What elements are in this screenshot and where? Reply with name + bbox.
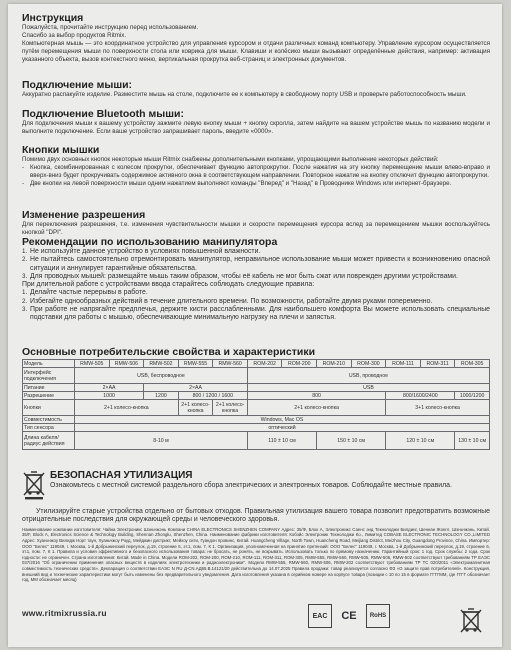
section-disposal-2	[22, 508, 490, 583]
heading-bluetooth: Подключение Bluetooth мыши:	[22, 108, 184, 120]
table-row: Длина кабеля/ радиус действия 8-10 м 110 ± 10 см 150 ± 10 см 120 ± 10 см 130 ± 10 см	[23, 432, 490, 450]
table-row: Кнопки 2+1 колесо-кнопка 2+1 колесо-кнопка 2+1 колесо-кнопка 2+1 колесо-кнопка 3+1 колесо-кнопка	[23, 400, 490, 416]
section-disposal	[50, 470, 490, 490]
text-legal: Наименование компании изготовителя: Чайна Электроникс Шэньчжэнь Компани CHINA ELECTRONICS SHENZHEN COMPANY Адрес: 35/Ф, Блок А, Электроникс Саенс энд Текнолоджи Билдинг, Шеннан Жонгл, Шэньчжэнь, Китай. 35/F, Block A, Electronics Science & Technology Building, Shennan Zhonglu, Shenzhen, China. Наименование фабрики изготовителя: Кобэйс Электроник Технолоджи Ко., Лимитед COBASE ELECTRONIC TECHNOLOGY CO.,LIMITED Адрес: Хуаньчжоу Вилидж Норт таун, Хуаньчжоу Роуд, Мейджин дистрикт, Мейхоу сити, Гуандон провинс, Китай. Huangcheng Village, North Town, Huancheng Road, Meijiang District, Meizhou City, Guangdong Province, China. Импортер: ООО "Белес" 119049, г. Москва, 1-й Добрынинский переулок, д.19, строение 6, эт.1, пом. 7, К 1. Организация, уполномоченная на принятие претензий: ООО "Белес" 119049, г. Москва, 1-й Добрынинский переулок, д.19, строение 6, эт.1, пом. 7, К 1. Правила и условия эффективного и безопасного использования товара: не бросать, не ронять, не вскрывать. Использовать только по прямому назначению. Гарантийный срок: 1 год. Срок службы: 2 года. Срок годности: не ограничен. Страна изготовления: Китай. Made in China. Модели ROM-202, ROM-200, ROM-210, ROM-111, ROM-311, ROM-305, RMW-555, RMW-560, RMW-505, RMW-506, RMW-502 соответствуют требованиям ТР ЕАЭС 037/2016 "Об ограничении применения опасных веществ в изделиях электротехники и радиоэлектроники". Модели RMW-555, RMW-560, RMW-506, RMW-202 соответствуют требованиям ТР ТС 020/2011 «Электромагнитная совместимость технических средств». Декларация о соответствии ЕАЭС N RU Д-CN.АД65.В.14121/20 действительна до 14.07.2025 Правила продажи: товар реализуется согласно ФЗ «О защите прав потребителей». Конструкция, внешний вид и технические характеристики могут быть изменены без предварительного уведомления. Дата изготовления указана в серийном номере на корпусе товара (позиции с 10 по 15 в формате ГГГГММ, где ГГГГ обозначает год, ММ обозначает месяц)	[22, 526, 490, 583]
text-resolution: Для переключения разрешения, т.е. изменения чувствительности мышки и скорости перемещения курсора вслед за перемещением мышки воспользуйтесь кнопкой "DPI".	[22, 221, 490, 236]
list-item: 2. Не пытайтесь самостоятельно отремонтировать манипулятор, неправильное использование мыши может привести к возникновению опасной ситуации и аннулирует гарантийные обязательства.	[22, 256, 490, 272]
instruction-sheet	[8, 4, 502, 647]
heading-connect: Подключение мыши:	[22, 79, 133, 91]
text-connect: Аккуратно распакуйте изделие. Разместите мышь на столе, подключите ее к компьютеру в свободному порту USB и проверьте работоспособность мыши.	[22, 91, 467, 98]
table-row: Разрешение 1000 1200 800 / 1200 / 1600 800 800/1600/2400 1000/1200	[23, 392, 490, 400]
section-bluetooth	[22, 108, 490, 136]
ce-mark-icon: CE	[341, 610, 357, 622]
section-resolution	[22, 209, 490, 237]
section-connect	[22, 79, 490, 99]
text-disposal-2: Утилизируйте старые устройства отдельно от бытовых отходов. Правильная утилизация вашего товара позволит предотвратить возможные отрицательные последствия для окружающей среды и человеческого здоровья.	[22, 508, 490, 524]
list-item: 3. При работе не напрягайте предплечья, держите кисти расслабленными. Для наибольшего комфорта Вы можете использовать специальные подставки для работы с мышью, обеспечивающие минимальную нагрузку на плечи и запястья.	[22, 306, 490, 322]
heading-resolution: Изменение разрешения	[22, 209, 146, 221]
list-item: 1. Делайте частые перерывы в работе.	[22, 289, 148, 297]
certification-marks	[308, 604, 390, 628]
heading-instruction: Инструкция	[22, 12, 84, 24]
text-rules-intro: При длительной работе с устройствами ввода старайтесь соблюдать следующие правила:	[22, 281, 315, 289]
table-row: Интерфейс подключения USB, беспроводное USB, проводное	[23, 368, 490, 384]
list-item: 3. Для проводных мышей: размещайте мышь таким образом, чтобы её кабель не мог быть сжат или поврежден другими устройствами.	[22, 272, 458, 280]
recycle-bin-icon	[459, 607, 483, 637]
text-bluetooth: Для подключения мыши к вашему устройству зажмите левую кнопку мыши + кнопку скролла, затем найдите на вашем устройстве мышь по названию модели и выполните подключение. Если ваше устройство запрашивает пароль, введите «0000».	[22, 120, 490, 135]
heading-specs: Основные потребительские свойства и характеристики	[22, 346, 316, 358]
table-row: Питание 2×AA 2×AA USB	[23, 384, 490, 392]
section-instruction	[22, 12, 490, 64]
table-row: Совместимость Windows, Mac OS	[23, 416, 490, 424]
section-specs	[22, 346, 490, 358]
text-buttons-intro: Помимо двух основных кнопок некоторые мыши Ritmix снабжены дополнительными кнопками, упрощающими выполнение некоторых действий:	[22, 156, 439, 163]
section-recommendations	[22, 236, 490, 323]
list-item: - Кнопка, скомбинированная с колесом прокрутки, обеспечивает функцию автопрокрутки. После нажатия на эту кнопку перемещение мыши влево-вправо и вверх-вниз будет прокручивать содержимое активного окна в соответствующем направлении. Повторное нажатие на кнопку отключит функцию автопрокрутки.	[22, 163, 490, 179]
heading-buttons: Кнопки мышки	[22, 144, 100, 156]
text-instruction: Пожалуйста, прочитайте инструкцию перед использованием. Спасибо за выбор продуктов Ritmix. Компьютерная мышь — это координатное устройство для управления курсором и отдачи различных команд компьютеру. Управление курсором осуществляется путём перемещения мыши по поверхности стола или коврика для мыши. Клавиши и колёсико мыши вызывают определённые действия, например: активация указанного объекта, вызов контекстного меню, вертикальная прокрутка веб-страниц и электронных документов.	[22, 24, 490, 63]
recycle-bin-icon	[22, 470, 46, 500]
spec-table	[22, 359, 490, 450]
eac-mark-icon: EAC	[308, 604, 332, 628]
list-item: 2. Избегайте однообразных действий в течение длительного времени. По возможности, работайте двумя руками попеременно.	[22, 297, 433, 305]
section-buttons	[22, 144, 490, 188]
heading-disposal: БЕЗОПАСНАЯ УТИЛИЗАЦИЯ	[50, 470, 193, 481]
table-row: Модель RMW-505 RMW-506 RMW-502 RMW-555 RMW-560 ROM-202 ROM-200 ROM-210 ROM-300 ROM-111 ROM-311 ROM-305	[23, 360, 490, 368]
list-item: 1. Не используйте данное устройство в условиях повышенной влажности.	[22, 248, 261, 255]
text-disposal-1: Ознакомьтесь с местной системой раздельного сбора электрических и электронных товаров. Соблюдайте местные правила.	[50, 482, 452, 489]
heading-recommendations: Рекомендации по использованию манипулятора	[22, 236, 278, 248]
table-row: Тип сенсора оптический	[23, 424, 490, 432]
website-url: www.ritmixrussia.ru	[22, 608, 107, 618]
rohs-mark-icon: RoHS	[366, 604, 390, 628]
list-item: - Две кнопки на левой поверхности мыши одним нажатием выполняют команды "Вперед" и "Назад" в Проводнике Windows или интернет-браузере.	[22, 179, 452, 187]
